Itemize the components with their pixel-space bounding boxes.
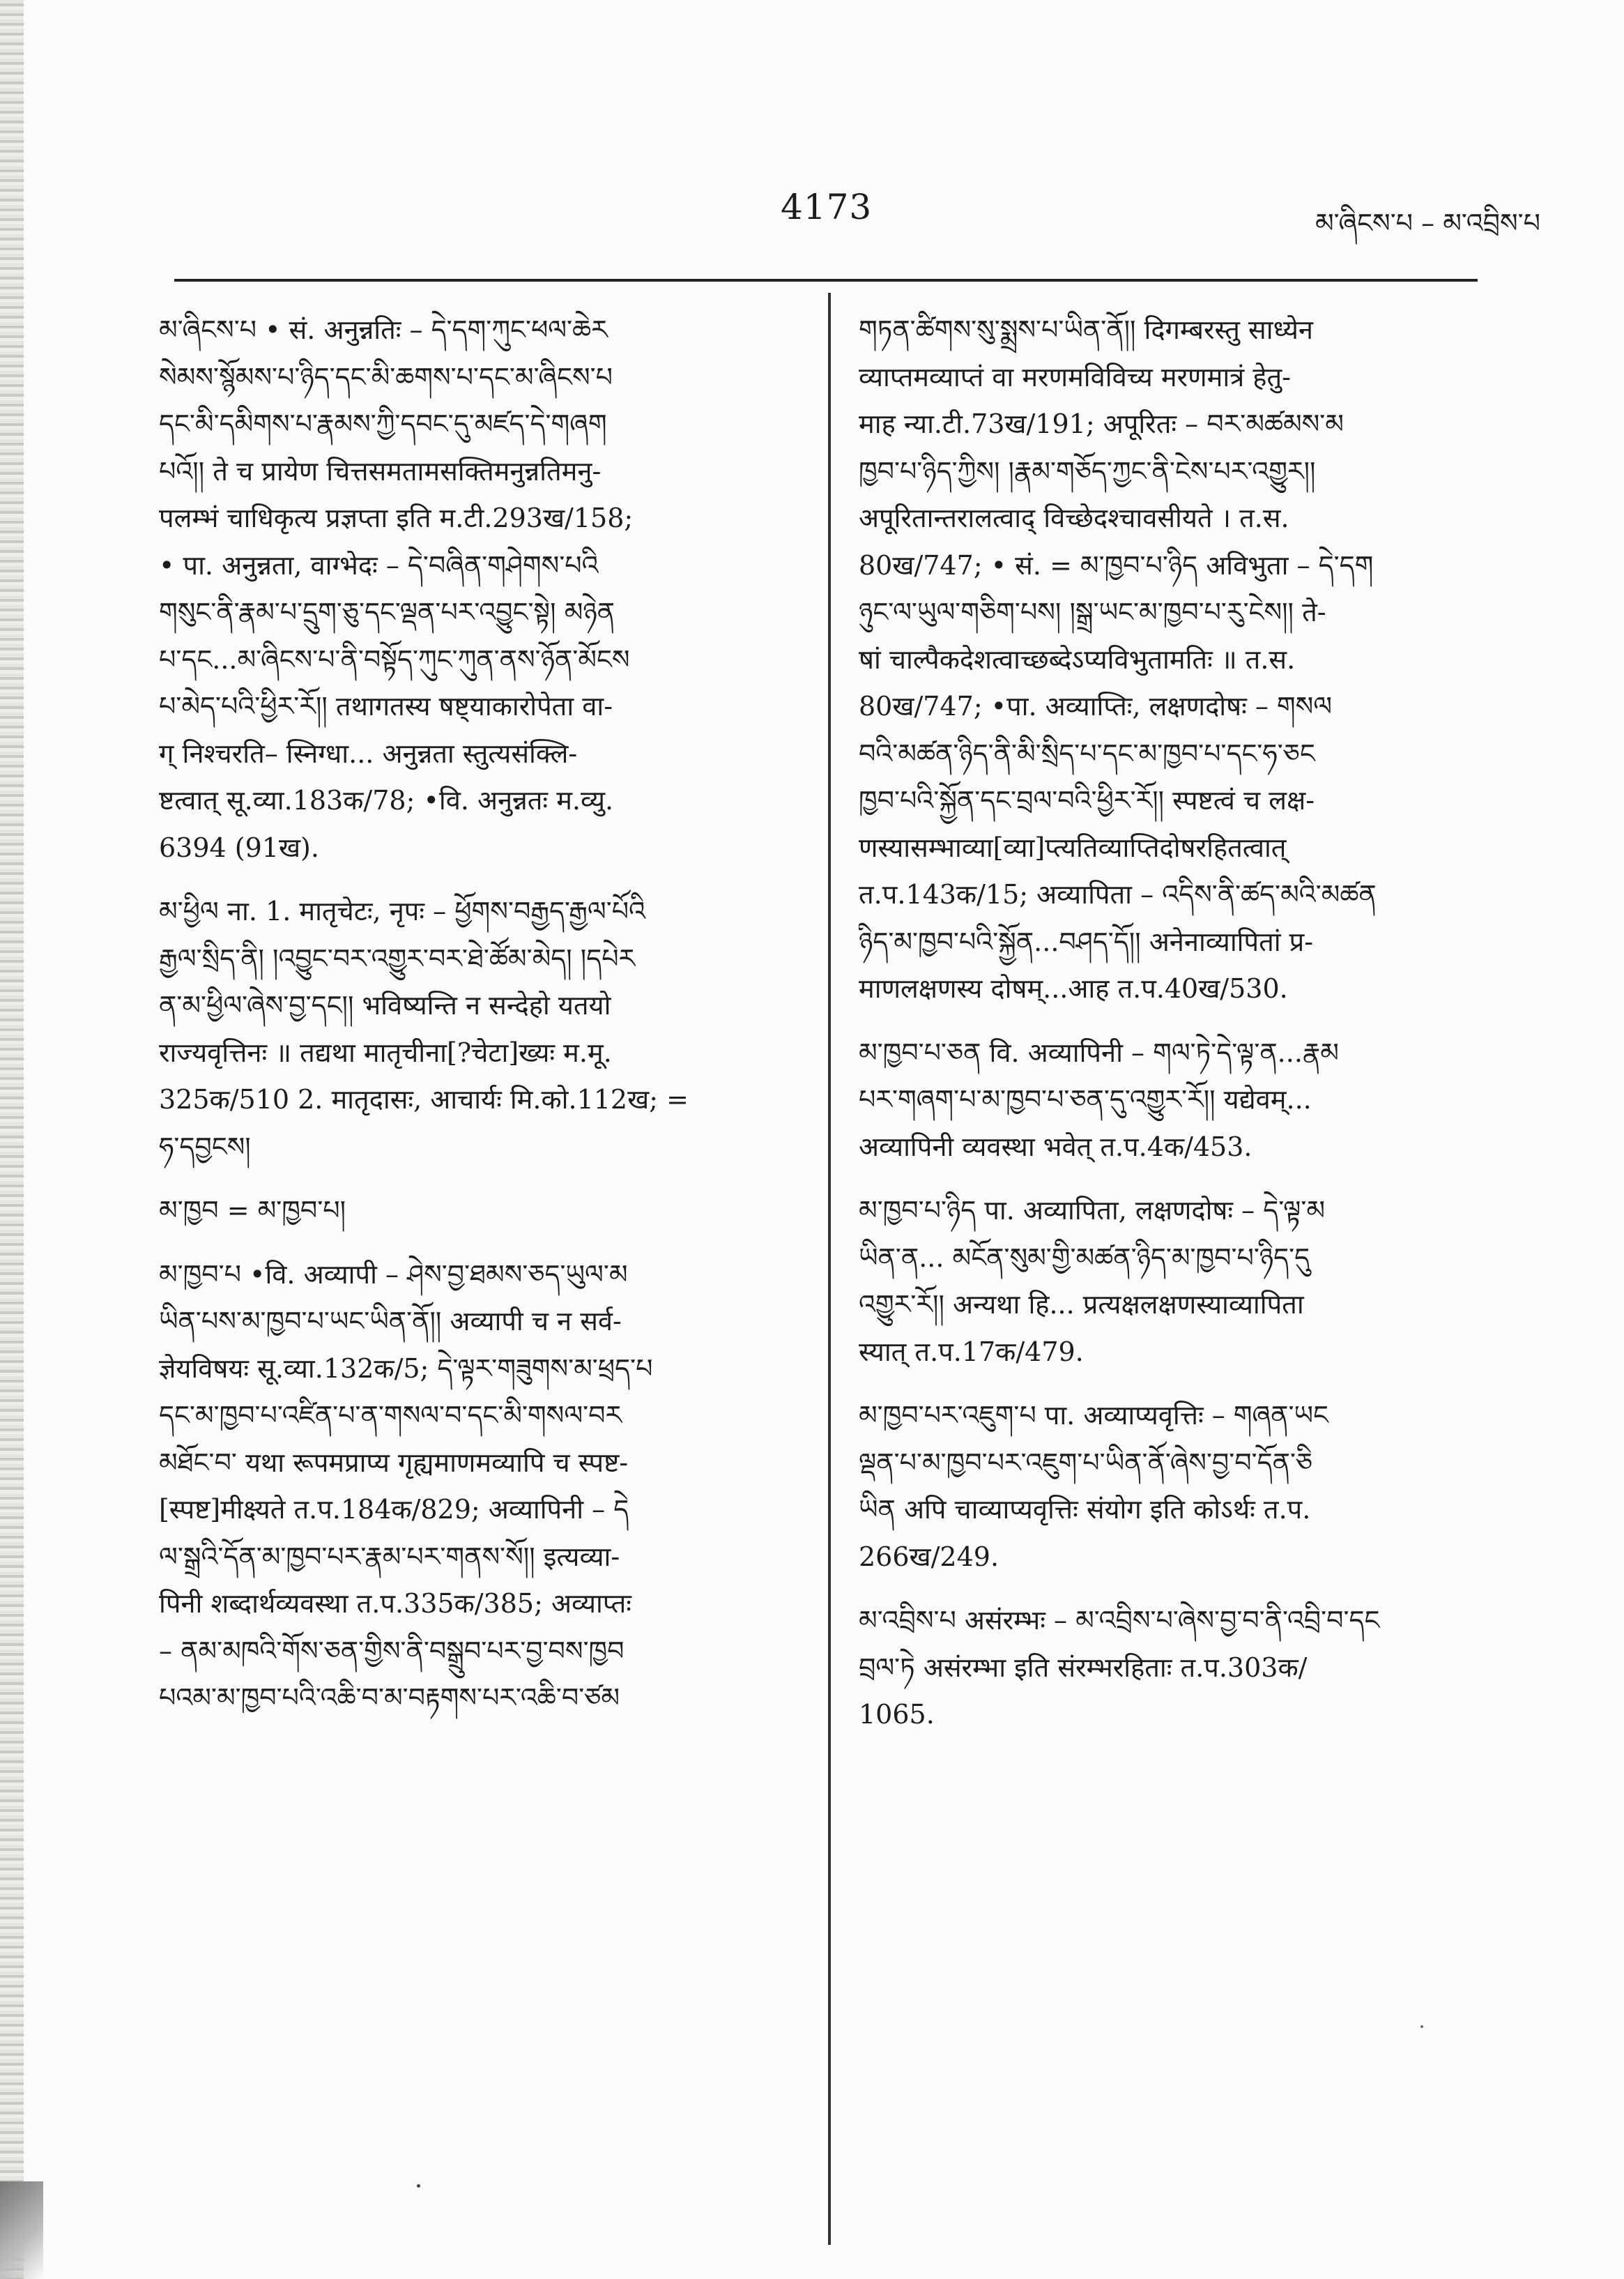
entry-line: པའོ།། ते च प्रायेण चित्तसमतामसक्तिमनुन्नतिमनु- [159, 455, 602, 487]
entry-line: पिनी शब्दार्थव्यवस्था त.प.335क/385; अव्याप्तः [159, 1588, 631, 1619]
speck [417, 2184, 420, 2188]
entry-line: 325क/510 2. मातृदासः, आचार्यः मि.को.112ख; = [159, 1084, 689, 1115]
entry-line: ཉིད་མ་ཁྱབ་པའི་སྐྱོན...བཤད་དོ།། अनेनाव्यापितां प्र- [859, 926, 1314, 957]
entry-line: व्याप्तमव्याप्तं वा मरणमविविच्य मरणमात्रं हेतु- [859, 361, 1291, 392]
entry-line: अपूरितान्तरालत्वाद् विच्छेदश्चावसीयते । त.स. [859, 503, 1289, 533]
entry-line: 80ख/747; •पा. अव्याप्तिः, लक्षणदोषः – གསལ [859, 691, 1333, 722]
page-number: 4173 [781, 187, 873, 227]
entry-line: པར་གཞག་པ་མ་ཁྱབ་པ་ཅན་དུ་འགྱུར་རོ།། यद्येवम्... [859, 1084, 1312, 1115]
entry-line: མ་འབྲིས་པ असंरम्भः – མ་འབྲིས་པ་ཞེས་བྱ་བ་ནི་འབྲི་བ་དང [859, 1605, 1380, 1636]
dictionary-entry [159, 1251, 800, 1722]
entry-line: ཧ་དབྱངས། [159, 1131, 251, 1162]
entry-line: 80ख/747; • सं. = མ་ཁྱབ་པ་ཉིད अविभुता – དེ་དག [859, 549, 1374, 581]
entry-line: णस्यासम्भाव्या[व्या]प्त्यतिव्याप्तिदोषरहितत्वात् [859, 832, 1287, 863]
entry-line: स्यात् त.प.17क/479. [859, 1336, 1084, 1367]
entry-line: དང་མི་དམིགས་པ་རྣམས་ཀྱི་དབང་དུ་མཛད་དེ་གཞག [159, 409, 607, 439]
dictionary-entry [859, 1030, 1507, 1171]
scan-edge [0, 0, 24, 2279]
entry-line: ལྡན་པ་མ་ཁྱབ་པར་འཇུག་པ་ཡིན་ནོ་ཞེས་བྱ་བ་དོན་ཅི [859, 1447, 1313, 1478]
entry-line: ज्ञेयविषयः सू.व्या.132क/5; དེ་ལྟར་གཟུགས་མ་ཕྲད་པ [159, 1352, 653, 1384]
entry-line: མ་ཁྱབ་པ •वि. अव्यापी – ཤེས་བྱ་ཐམས་ཅད་ཡུལ་མ [159, 1258, 628, 1290]
entry-line: पलम्भं चाधिकृत्य प्रज्ञप्ता इति म.टी.293ख/158; [159, 503, 634, 533]
dictionary-entry [159, 888, 800, 1171]
right-column [859, 307, 1507, 1755]
entry-line: ལ་སྒྲའི་དོན་མ་ཁྱབ་པར་རྣམ་པར་གནས་སོ།། इत्यव्या- [159, 1541, 620, 1572]
entry-line: ཁྱབ་པ་ཉིད་ཀྱིས། །རྣམ་གཅོད་ཀྱང་ནི་ངེས་པར་འགྱུར།། [859, 455, 1316, 487]
dictionary-entry [859, 1597, 1507, 1739]
dictionary-entry [159, 307, 800, 871]
entry-line: ཉུང་ལ་ཡུལ་གཅིག་པས། །སྒྲ་ཡང་མ་ཁྱབ་པ་རུ་ངེས།། ते- [859, 597, 1326, 627]
entry-line: བྲལ་ཏེ असंरम्भा इति संरम्भरहिताः त.प.303क/ [859, 1652, 1308, 1683]
entry-line: རྒྱལ་སྲིད་ནི། །འབྱུང་བར་འགྱུར་བར་ཐེ་ཚོམ་མེད། །དཔེར [159, 943, 636, 974]
entry-line: བའི་མཚན་ཉིད་ནི་མི་སྲིད་པ་དང་མ་ཁྱབ་པ་དང་ཧ་ཅང [859, 738, 1315, 769]
entry-line: དང་མ་ཁྱབ་པ་འཛིན་པ་ན་གསལ་བ་དང་མི་གསལ་བར [159, 1400, 622, 1431]
entry-line: གསུང་ནི་རྣམ་པ་དྲུག་ཅུ་དང་ལྡན་པར་འབྱུང་སྟེ། མཉེན [159, 597, 615, 627]
entry-line: 1065. [859, 1699, 935, 1730]
entry-line: གཏན་ཚིགས་སུ་སྨྲས་པ་ཡིན་ནོ།། दिगम्बरस्तु साध्येन [859, 314, 1313, 345]
entry-line: པ་དང...མ་ཞིངས་པ་ནི་བསྟོད་ཀུང་ཀུན་ནས་ཉོན་མོངས [159, 643, 630, 675]
entry-line: माह न्या.टी.73ख/191; अपूरितः – བར་མཚམས་མ [859, 409, 1344, 439]
entry-line: 266ख/249. [859, 1541, 999, 1572]
entry-line: – ནམ་མཁའི་གོས་ཅན་གྱིས་ནི་བསྒྲུབ་པར་བྱ་བས་ཁྱབ [159, 1635, 625, 1666]
entry-line: [स्पष्ट]मीक्ष्यते त.प.184क/829; अव्यापिनी – དེ [159, 1494, 629, 1525]
entry-line: 6394 (91ख). [159, 832, 319, 863]
entry-line: ष्टत्वात् सू.व्या.183क/78; •वि. अनुन्नतः म.व्यु. [159, 785, 614, 816]
header-rule [174, 279, 1478, 282]
dictionary-entry [859, 1392, 1507, 1580]
entry-line: མ་ཞིངས་པ • सं. अनुन्नतिः – དེ་དག་ཀུང་ཕལ་ཆེར [159, 314, 608, 345]
entry-line: ཡིན་ན... མངོན་སུམ་གྱི་མཚན་ཉིད་མ་ཁྱབ་པ་ཉིད་དུ [859, 1242, 1310, 1273]
entry-line: षां चाल्पैकदेशत्वाच्छब्देऽप्यविभुतामतिः ॥ त.स. [859, 643, 1296, 675]
entry-line: སེམས་སྙོམས་པ་ཉིད་དང་མི་ཆགས་པ་དང་མ་ཞིངས་པ [159, 361, 613, 392]
entry-line: माणलक्षणस्य दोषम्...आह त.प.40ख/530. [859, 973, 1288, 1004]
entry-line: ཡིན अपि चाव्याप्यवृत्तिः संयोग इति कोऽर्थः त.प. [859, 1494, 1311, 1525]
entry-line: པའམ་མ་ཁྱབ་པའི་འཆི་བ་མ་བརྟགས་པར་འཆི་བ་ཙམ [159, 1682, 620, 1713]
entry-line: མ་ཁྱབ་པར་འཇུག་པ पा. अव्याप्यवृत्तिः – གཞན་ཡང [859, 1400, 1328, 1431]
entry-line: མ་ཁྱབ་པ་ཉིད पा. अव्यापिता, लक्षणदोषः – དེ་ལྟ་མ [859, 1195, 1326, 1226]
entry-line: ན་མ་ཕྱིལ་ཞེས་བྱ་དང།། भविष्यन्ति न सन्देहो यतयो [159, 990, 611, 1021]
entry-line: ཁྱབ་པའི་སྐྱོན་དང་བྲལ་བའི་ཕྱིར་རོ།། स्पष्टत्वं च लक्ष- [859, 785, 1315, 816]
entry-line: त.प.143क/15; अव्यापिता – འདིས་ནི་ཚད་མའི་མཚན [859, 879, 1377, 910]
dictionary-entry [859, 1187, 1507, 1375]
entry-line: राज्यवृत्तिनः ॥ तद्यथा मातृचीना[?चेटा]ख्यः म.मू. [159, 1037, 612, 1068]
entry-line: མ་ཁྱབ་པ་ཅན वि. अव्यापिनी – གལ་ཏེ་དེ་ལྟ་ན...རྣམ [859, 1037, 1339, 1068]
dictionary-entry [159, 1187, 800, 1235]
column-divider [828, 293, 831, 2245]
entry-line: པ་མེད་པའི་ཕྱིར་རོ།། तथागतस्य षष्ट्याकारोपेता वा- [159, 691, 613, 722]
entry-line: འགྱུར་རོ།། अन्यथा हि... प्रत्यक्षलक्षणस्याव्यापिता [859, 1289, 1304, 1320]
speck [1420, 2025, 1423, 2028]
dictionary-entry [859, 307, 1507, 1013]
entry-line: अव्यापिनी व्यवस्था भवेत् त.प.4क/453. [859, 1131, 1253, 1162]
left-column [159, 307, 800, 1739]
entry-line: • पा. अनुन्नता, वाग्भेदः – དེ་བཞིན་གཤེགས་པའི [159, 549, 599, 581]
entry-line: ग् निश्चरति– स्निग्धा... अनुन्नता स्तुत्यसंक्लि- [159, 738, 578, 769]
entry-line: མཐོང་བ་ यथा रूपमप्राप्य गृह्यमाणमव्यापि च स्पष्ट- [159, 1447, 629, 1478]
running-head: མ་ཞིངས་པ – མ་འབྲིས་པ [1315, 208, 1540, 238]
entry-line: མ་ཁྱབ = མ་ཁྱབ་པ། [159, 1195, 346, 1226]
entry-line: ཡིན་པས་མ་ཁྱབ་པ་ཡང་ཡིན་ནོ།། अव्यापी च न सर्व- [159, 1306, 622, 1336]
entry-line: མ་ཕྱིལ ना. 1. मातृचेटः, नृपः – ཕྱོགས་བརྒྱད་རྒྱལ་པོའི [159, 896, 645, 927]
